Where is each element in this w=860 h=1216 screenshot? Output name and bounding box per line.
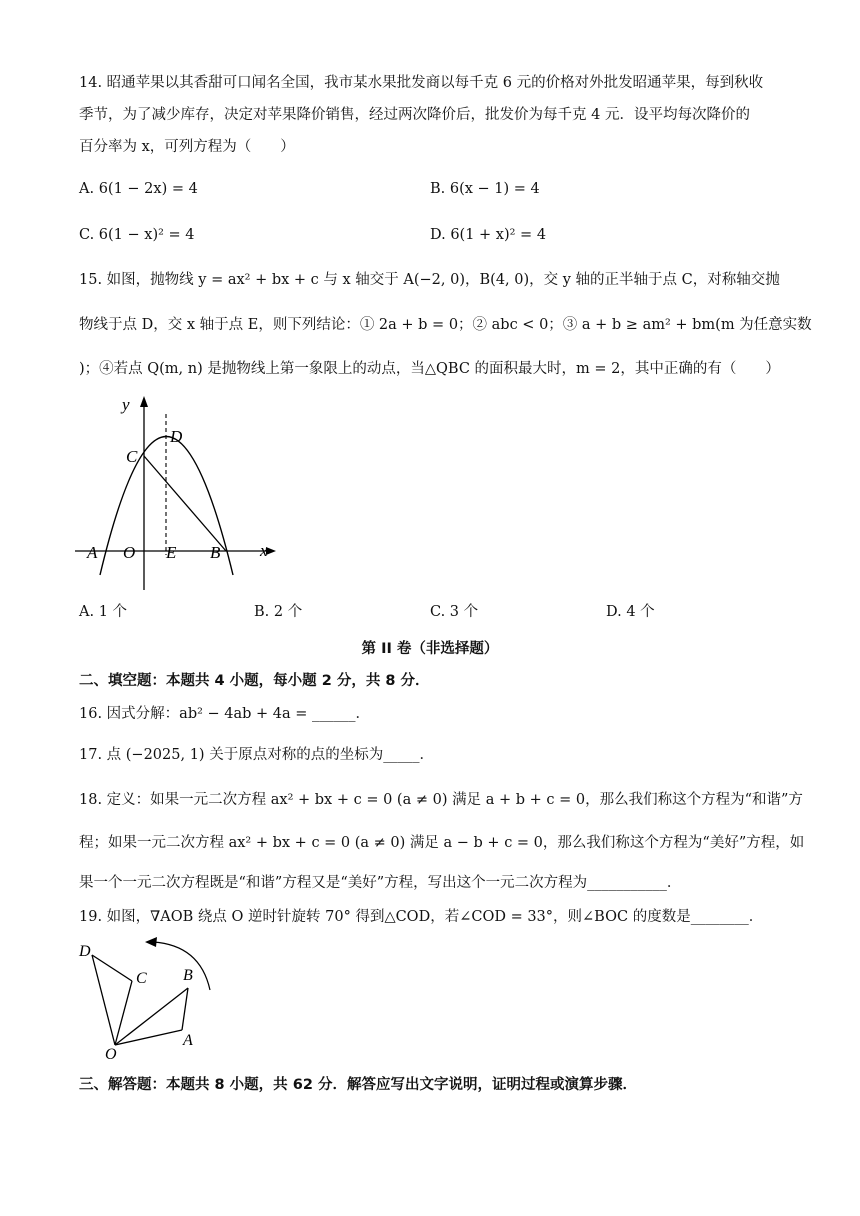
figure-label-e: E [166, 543, 177, 562]
q18-line2: 程；如果一元二次方程 ax² + bx + c = 0 (a ≠ 0) 满足 a − b + c = 0，那么我们称这个方程为“美好”方程，如 [79, 835, 805, 851]
figure-label-c: C [136, 970, 147, 987]
figure-label-a: A [87, 543, 98, 562]
q19-line1: 19. 如图，∇AOB 绕点 O 逆时针旋转 70° 得到△COD，若∠COD = 33°，则∠BOC 的度数是________． [79, 909, 764, 925]
q18-line3: 果一个一元二次方程既是“和谐”方程又是“美好”方程，写出这个一元二次方程为___________． [79, 875, 682, 891]
figure-label-b: B [210, 543, 221, 562]
q14-line2: 季节，为了减少库存，决定对苹果降价销售，经过两次降价后，批发价为每千克 4 元．设平均每次降价的 [79, 107, 750, 123]
figure-label-y: y [122, 395, 130, 414]
section2-header: 二、填空题：本题共 4 小题，每小题 2 分，共 8 分． [79, 673, 430, 689]
q15-option-a: A. 1 个 [79, 604, 128, 620]
q14-option-a: A. 6(1 − 2x) = 4 [79, 181, 198, 197]
figure-label-a: A [183, 1032, 193, 1049]
q14-option-b: B. 6(x − 1) = 4 [430, 181, 540, 197]
q14-line3: 百分率为 x，可列方程为（ ） [79, 139, 295, 155]
figure-label-o: O [123, 543, 136, 562]
figure-label-d: D [79, 943, 91, 960]
q15-line3: )；④若点 Q(m, n) 是抛物线上第一象限上的动点，当△QBC 的面积最大时，m = 2，其中正确的有（ ） [79, 361, 780, 377]
parabola-figure [70, 390, 290, 600]
part2-title: 第 II 卷（非选择题） [361, 641, 499, 657]
q15-line2: 物线于点 D，交 x 轴于点 E，则下列结论：① 2a + b = 0；② abc < 0；③ a + b ≥ am² + bm(m 为任意实数 [79, 317, 812, 333]
q15-line1: 15. 如图，抛物线 y = ax² + bx + c 与 x 轴交于 A(−2, 0)，B(4, 0)，交 y 轴的正半轴于点 C，对称轴交抛 [79, 272, 780, 288]
rotation-figure [75, 935, 225, 1065]
figure-label-d: D [170, 427, 183, 446]
q14-line1: 14. 昭通苹果以其香甜可口闻名全国，我市某水果批发商以每千克 6 元的价格对外批发昭通苹果，每到秋收 [79, 75, 764, 91]
q18-line1: 18. 定义：如果一元二次方程 ax² + bx + c = 0 (a ≠ 0) 满足 a + b + c = 0，那么我们称这个方程为“和谐”方 [79, 792, 803, 808]
figure-label-c: C [126, 447, 138, 466]
q16: 16. 因式分解：ab² − 4ab + 4a = ______． [79, 706, 371, 722]
q15-option-d: D. 4 个 [606, 604, 655, 620]
figure-label-o: O [105, 1046, 117, 1063]
q15-option-c: C. 3 个 [430, 604, 479, 620]
q14-option-c: C. 6(1 − x)² = 4 [79, 227, 195, 243]
q17: 17. 点 (−2025, 1) 关于原点对称的点的坐标为_____． [79, 747, 434, 763]
q14-option-d: D. 6(1 + x)² = 4 [430, 227, 547, 243]
q15-option-b: B. 2 个 [254, 604, 303, 620]
figure-label-b: B [183, 967, 193, 984]
section3-header: 三、解答题：本题共 8 小题，共 62 分．解答应写出文字说明，证明过程或演算步骤． [79, 1077, 637, 1093]
figure-label-x: x [260, 541, 268, 560]
